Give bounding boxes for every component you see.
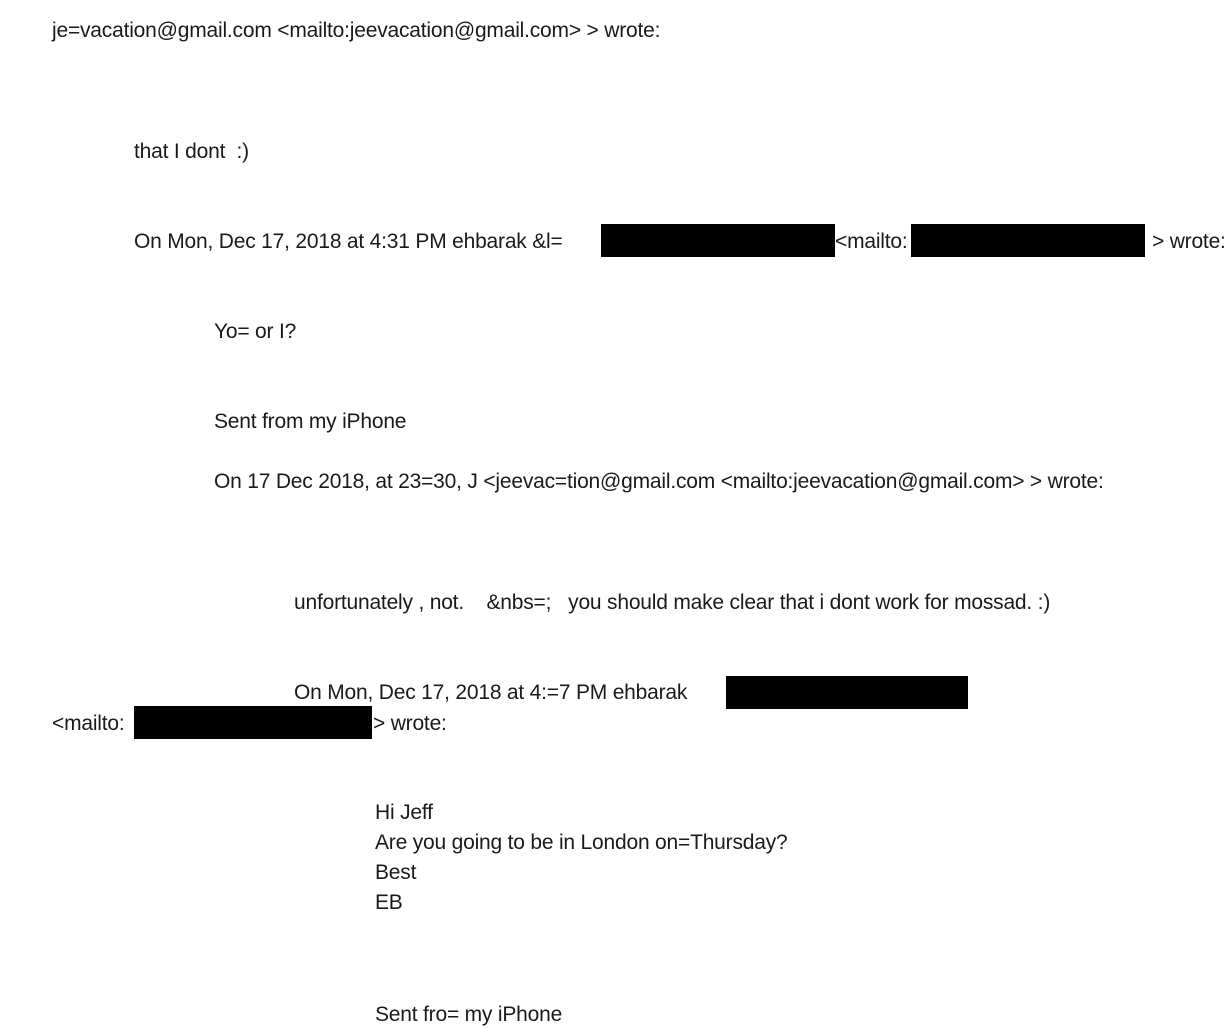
wrote-label: > wrote:	[1152, 230, 1226, 253]
quoted-header-ehbarak-2: On Mon, Dec 17, 2018 at 4:=7 PM ehbarak	[294, 681, 688, 704]
message-signoff-initials: EB	[375, 891, 403, 914]
redaction-box	[601, 224, 835, 257]
redaction-box	[134, 706, 372, 739]
signature-sent-from-iphone-cut: Sent fro= my iPhone	[375, 1003, 563, 1026]
redaction-box	[726, 676, 968, 709]
signature-sent-from-iphone: Sent from my iPhone	[214, 410, 407, 433]
wrote-label: > wrote:	[373, 712, 447, 735]
message-body: Are you going to be in London on=Thursday?	[375, 831, 788, 854]
quoted-header-jeevacation: je=vacation@gmail.com <mailto:jeevacation@gmail.com> > wrote:	[52, 19, 661, 42]
reply-text-mossad: unfortunately , not. &nbs=; you should make clear that i dont work for mossad. :)	[294, 591, 1051, 614]
reply-text-you-or-i: Yo= or I?	[214, 320, 297, 343]
message-closing: Best	[375, 861, 417, 884]
quoted-header-j-jeevacation: On 17 Dec 2018, at 23=30, J <jeevac=tion@gmail.com <mailto:jeevacation@gmail.com> > wrote:	[214, 470, 1104, 493]
reply-text-that-i-dont: that I dont :)	[134, 140, 249, 163]
redaction-box	[911, 224, 1145, 257]
mailto-label: <mailto:	[52, 712, 125, 735]
message-greeting: Hi Jeff	[375, 801, 433, 824]
mailto-label: <mailto:	[835, 230, 908, 253]
quoted-header-ehbarak-1: On Mon, Dec 17, 2018 at 4:31 PM ehbarak &l=	[134, 230, 563, 253]
